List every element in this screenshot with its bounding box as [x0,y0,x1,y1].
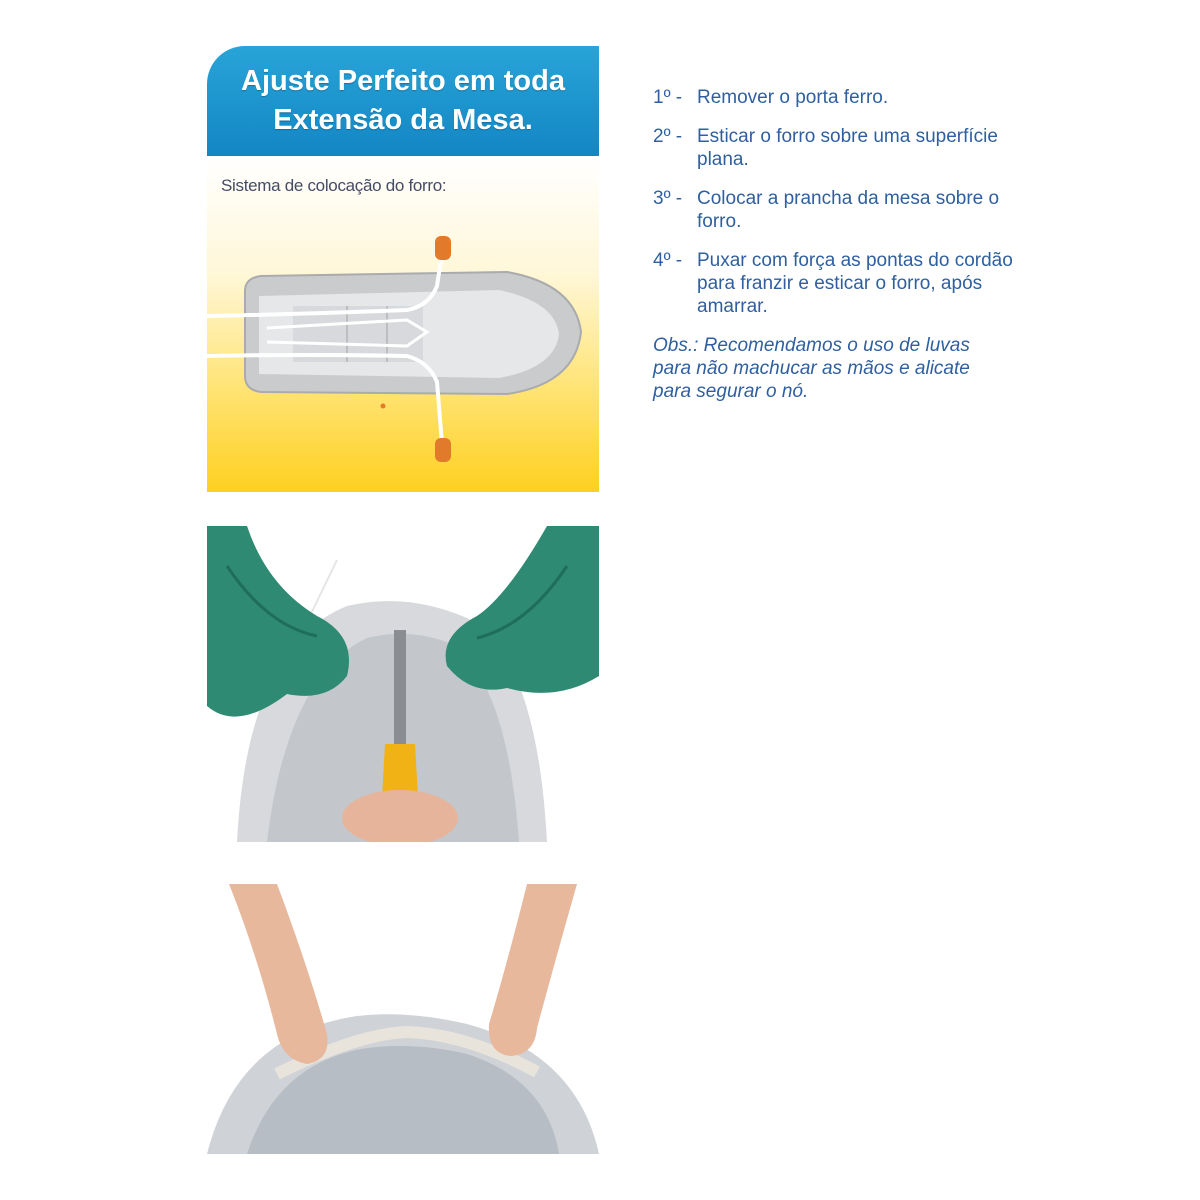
diagram-caption: Sistema de colocação do forro: [221,176,447,195]
step-number: 1º - [653,87,683,108]
step-3 [653,187,1013,233]
step-4 [653,249,1013,318]
ironing-board-diagram-icon [207,156,599,492]
step-1 [653,86,1013,109]
step-number: 2º - [653,126,683,147]
observation-note: Obs.: Recomendamos o uso de luvas para não machucar as mãos e alicate para segurar o nó. [653,335,970,402]
step-text: Esticar o forro sobre uma superfície plana. [697,126,998,170]
header-title-line1: Ajuste Perfeito em toda [241,65,565,97]
gloved-hands-photo [207,526,599,842]
step-2 [653,125,1013,171]
left-panel [207,46,599,1154]
step-text: Remover o porta ferro. [697,87,889,108]
bare-hands-photo-icon [207,884,599,1154]
bare-hands-photo [207,884,599,1154]
header-title-line2: Extensão da Mesa. [273,104,533,136]
diagram-section [207,156,599,492]
step-text: Puxar com força as pontas do cordão para franzir e esticar o forro, após amarrar. [697,250,1013,317]
step-number: 3º - [653,188,683,209]
instructions-panel [653,86,1013,403]
header-banner [207,46,599,156]
step-number: 4º - [653,250,683,271]
step-text: Colocar a prancha da mesa sobre o forro. [697,188,1000,232]
gloved-hands-photo-icon [207,526,599,842]
